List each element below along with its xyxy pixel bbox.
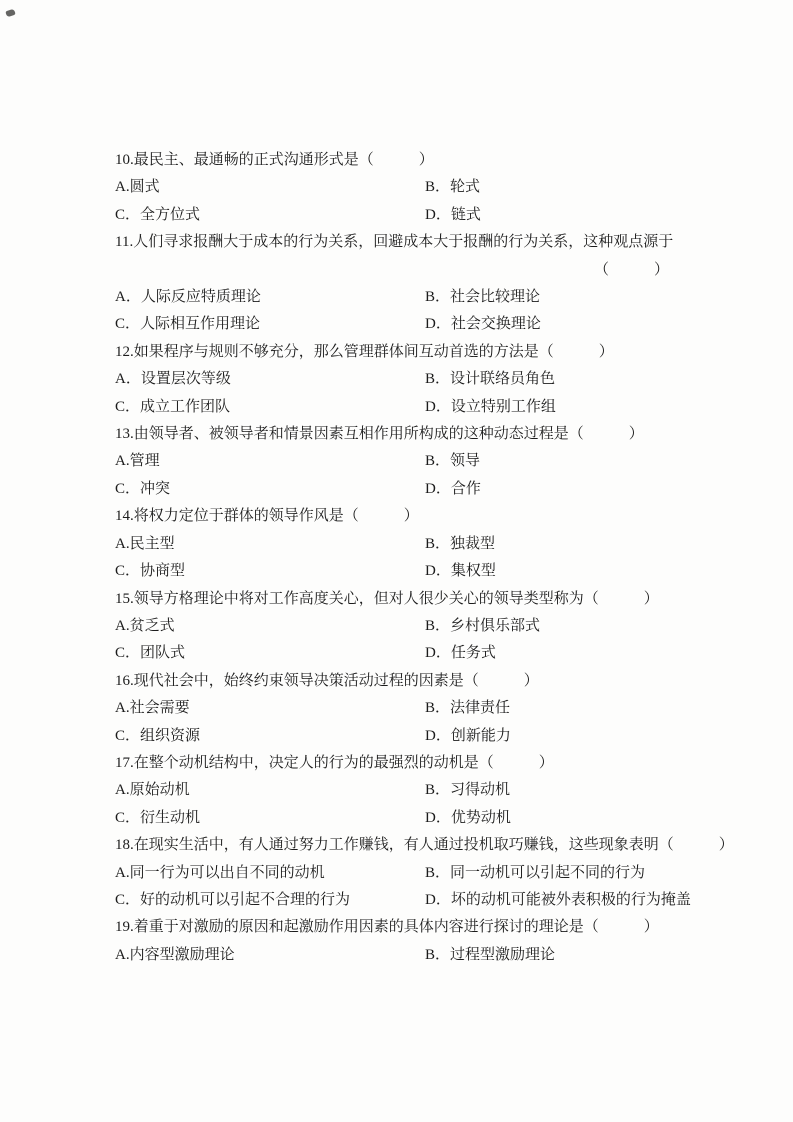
option-b: B．法律责任 — [425, 700, 511, 717]
option-c: C．衍生动机 — [115, 809, 201, 826]
option-d: D．坏的动机可能被外表积极的行为掩盖 — [425, 891, 691, 908]
option-d: D．优势动机 — [425, 809, 511, 826]
question-18 — [115, 832, 734, 914]
option-b: B．同一动机可以引起不同的行为 — [425, 864, 646, 881]
option-d: D．创新能力 — [425, 727, 511, 744]
question-14 — [115, 503, 681, 585]
option-b: B．社会比较理论 — [425, 289, 541, 306]
option-row — [115, 284, 681, 311]
option-b: B．轮式 — [425, 179, 481, 196]
question-stem: 15.领导方格理论中将对工作高度关心，但对人很少关心的领导类型称为（ ） — [115, 590, 659, 607]
option-row — [115, 695, 681, 722]
option-a: A.原始动机 — [115, 782, 190, 799]
question-stem: 12.如果程序与规则不够充分，那么管理群体间互动首选的方法是（ ） — [115, 343, 614, 360]
option-row — [115, 558, 681, 585]
option-row — [115, 531, 681, 558]
question-stem: 16.现代社会中，始终约束领导决策活动过程的因素是（ ） — [115, 672, 539, 689]
option-b: B．习得动机 — [425, 782, 511, 799]
option-b: B．领导 — [425, 453, 481, 470]
question-stem: 14.将权力定位于群体的领导作风是（ ） — [115, 508, 419, 525]
option-b: B．设计联络员角色 — [425, 371, 556, 388]
question-16 — [115, 668, 681, 750]
option-a: A.贫乏式 — [115, 617, 175, 634]
option-row — [115, 887, 691, 914]
option-a: A．人际反应特质理论 — [115, 289, 261, 306]
option-row — [115, 942, 681, 969]
option-a: A．设置层次等级 — [115, 371, 231, 388]
option-d: D．设立特别工作组 — [425, 398, 556, 415]
question-15 — [115, 586, 681, 668]
option-d: D．任务式 — [425, 645, 496, 662]
question-10 — [115, 147, 681, 229]
option-b: B．独裁型 — [425, 535, 496, 552]
option-row — [115, 723, 681, 750]
question-stem: 11.人们寻求报酬大于成本的行为关系，回避成本大于报酬的行为关系，这种观点源于 — [115, 234, 674, 251]
question-stem: 17.在整个动机结构中，决定人的行为的最强烈的动机是（ ） — [115, 754, 554, 771]
option-a: A.内容型激励理论 — [115, 946, 235, 963]
option-row — [115, 448, 681, 475]
option-a: A.民主型 — [115, 535, 175, 552]
option-a: A.社会需要 — [115, 700, 190, 717]
option-row — [115, 777, 681, 804]
option-c: C．人际相互作用理论 — [115, 316, 261, 333]
scan-artifact — [5, 9, 15, 17]
option-row — [115, 174, 681, 201]
option-c: C．全方位式 — [115, 206, 201, 223]
option-c: C．冲突 — [115, 480, 171, 497]
option-row — [115, 805, 681, 832]
question-17 — [115, 750, 681, 832]
option-b: B．乡村俱乐部式 — [425, 617, 541, 634]
question-stem: 10.最民主、最通畅的正式沟通形式是（ ） — [115, 152, 434, 168]
option-row — [115, 202, 681, 229]
question-19 — [115, 914, 681, 969]
option-b: B．过程型激励理论 — [425, 946, 556, 963]
answer-bracket: （ ） — [593, 261, 669, 278]
question-13 — [115, 421, 681, 503]
option-c: C．成立工作团队 — [115, 398, 231, 415]
option-d: D．集权型 — [425, 563, 496, 580]
option-c: C．组织资源 — [115, 727, 201, 744]
option-c: C．团队式 — [115, 645, 186, 662]
option-d: D．链式 — [425, 206, 481, 223]
question-stem: 19.着重于对激励的原因和起激励作用因素的具体内容进行探讨的理论是（ ） — [115, 919, 659, 936]
option-row — [115, 613, 681, 640]
question-11 — [115, 229, 681, 339]
option-row — [115, 394, 681, 421]
question-12 — [115, 339, 681, 421]
option-row — [115, 860, 681, 887]
option-a: A.圆式 — [115, 179, 160, 196]
option-a: A.同一行为可以出自不同的动机 — [115, 864, 325, 881]
question-stem: 13.由领导者、被领导者和情景因素互相作用所构成的这种动态过程是（ ） — [115, 426, 644, 443]
option-row — [115, 640, 681, 667]
option-row — [115, 476, 681, 503]
option-c: C．好的动机可以引起不合理的行为 — [115, 891, 351, 908]
option-c: C．协商型 — [115, 563, 186, 580]
option-row — [115, 311, 681, 338]
option-row — [115, 366, 681, 393]
question-stem: 18.在现实生活中，有人通过努力工作赚钱，有人通过投机取巧赚钱，这些现象表明（ ） — [115, 837, 734, 854]
question-list — [115, 147, 734, 969]
option-d: D．合作 — [425, 480, 481, 497]
option-d: D．社会交换理论 — [425, 316, 541, 333]
option-a: A.管理 — [115, 453, 160, 470]
